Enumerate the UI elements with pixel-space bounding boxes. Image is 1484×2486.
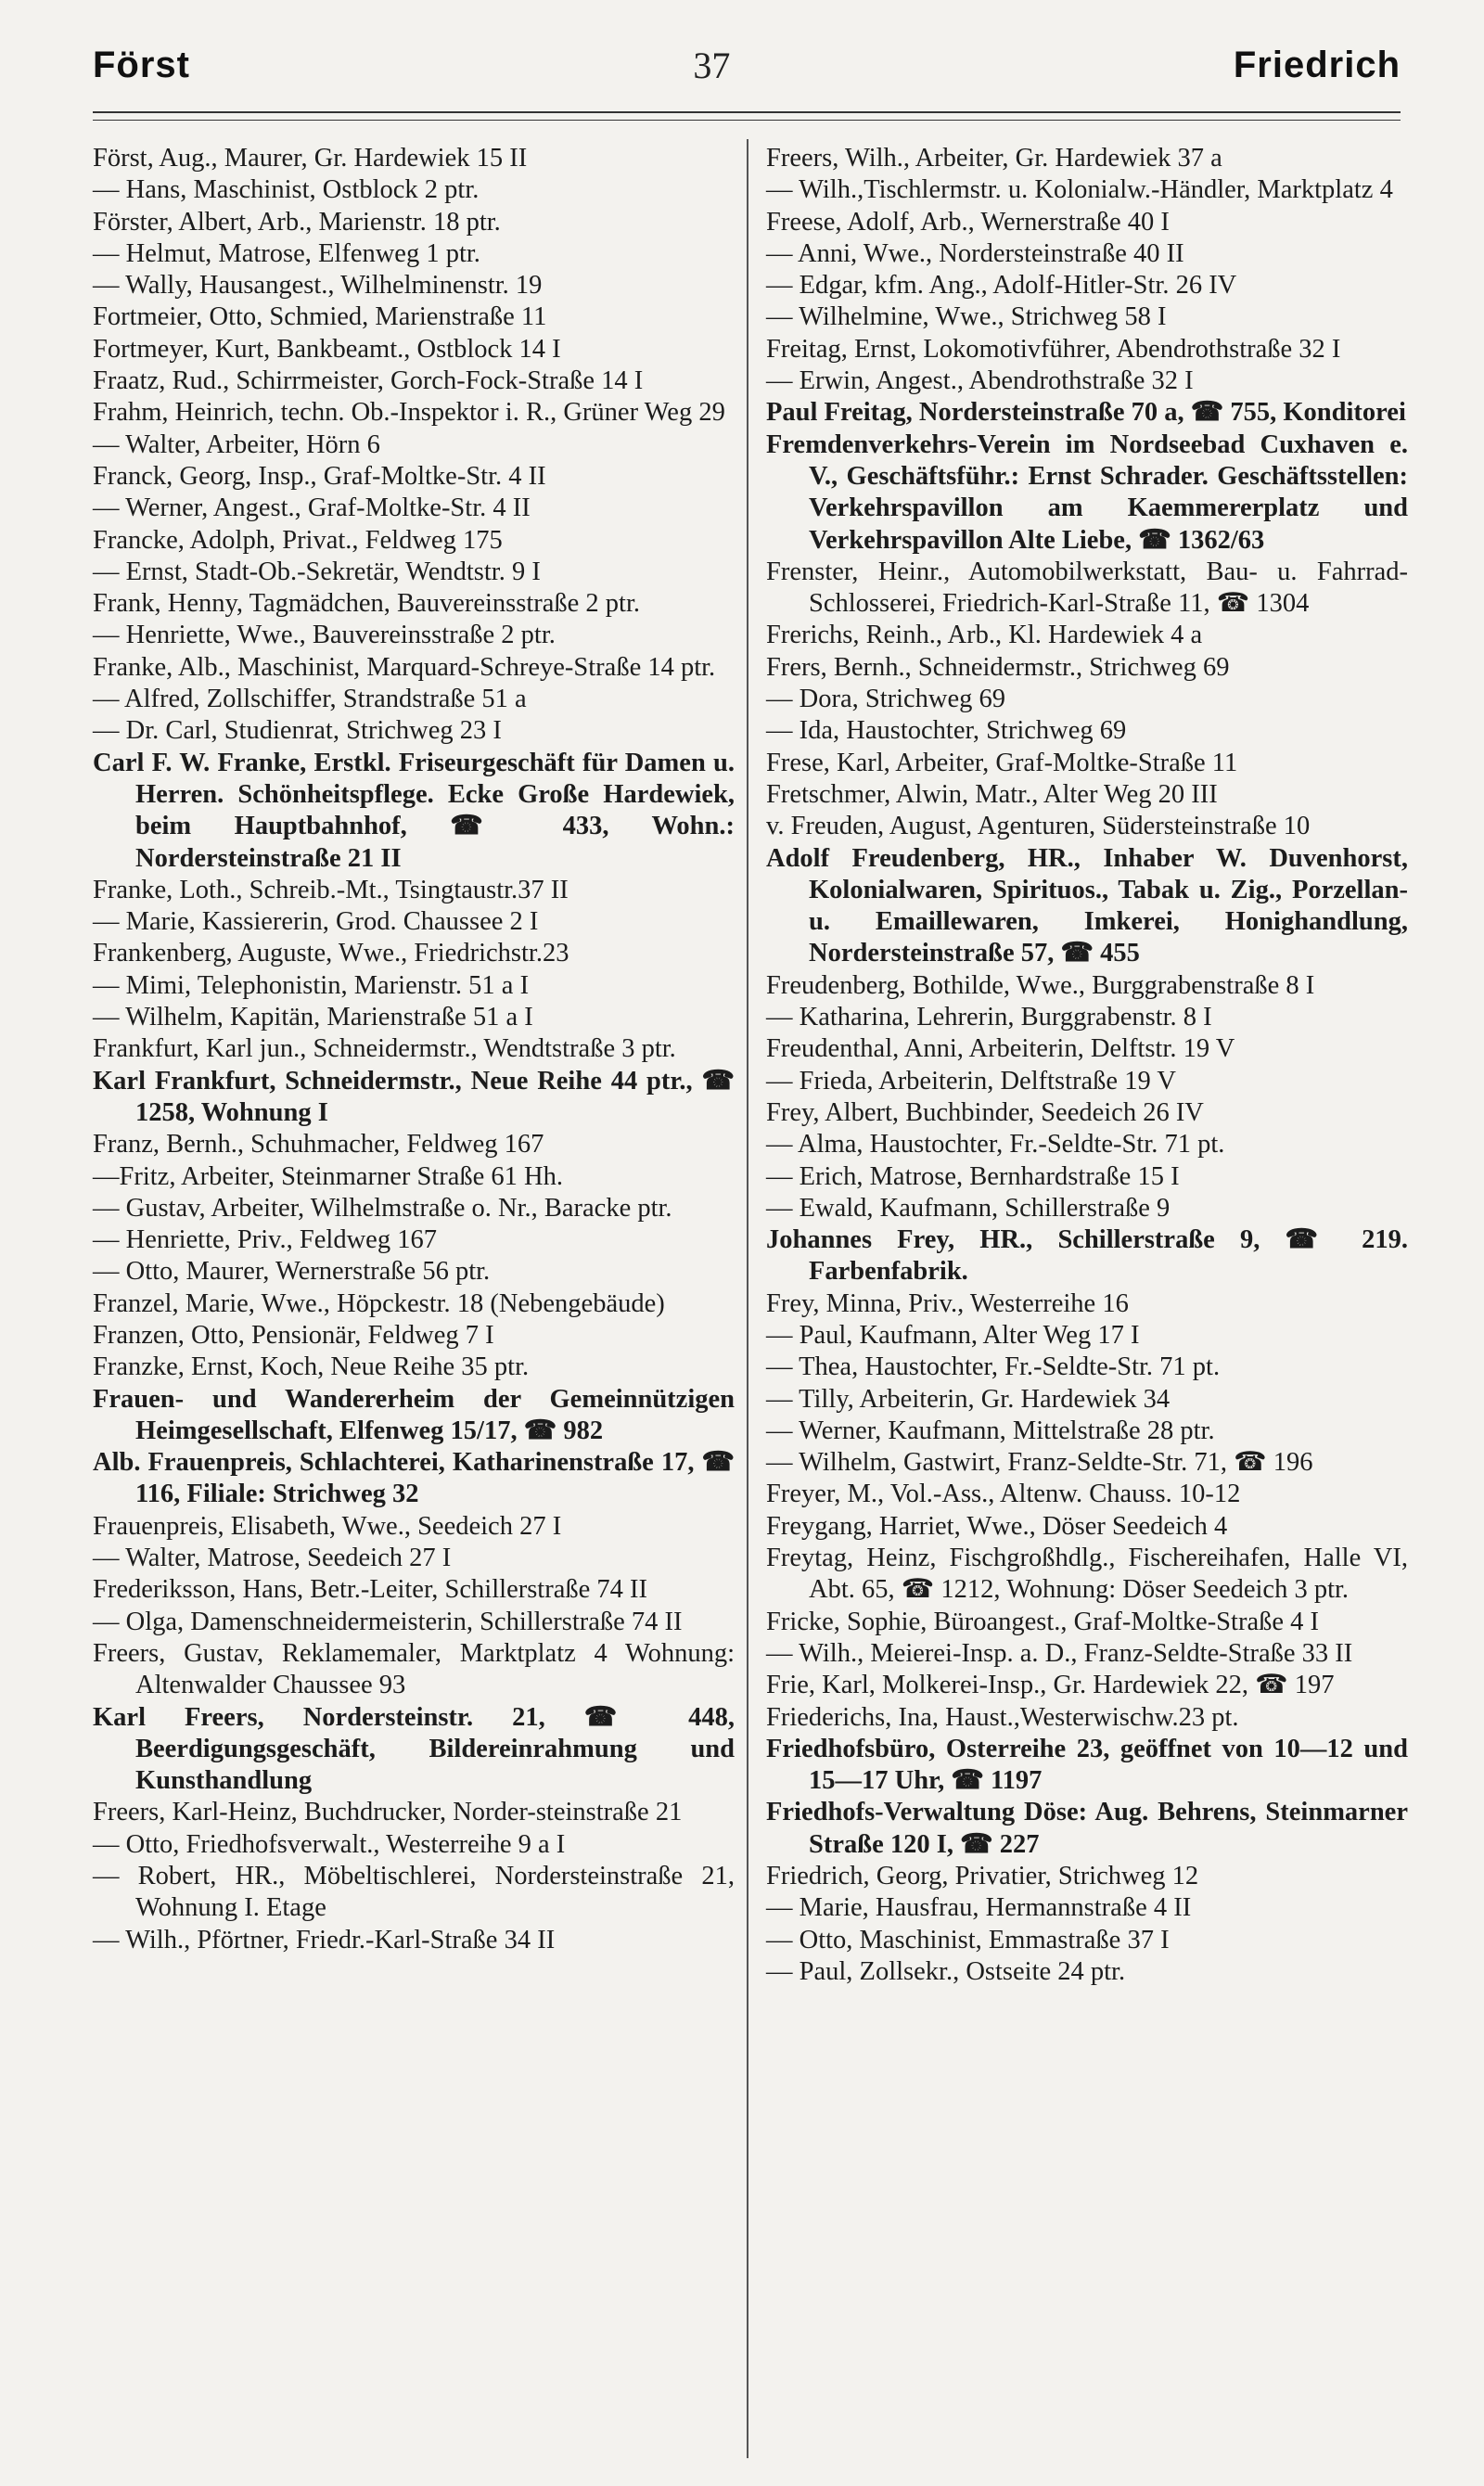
- directory-entry: — Olga, Damenschneidermeisterin, Schillerstraße 74 II: [93, 1607, 683, 1636]
- directory-entry: — Wilh.,Tischlermstr. u. Kolonialw.-Händler, Marktplatz 4: [766, 175, 1393, 205]
- directory-entry: Franz, Bernh., Schuhmacher, Feldweg 167: [93, 1130, 544, 1160]
- directory-entry: Franzel, Marie, Wwe., Höpckestr. 18 (Nebengebäude): [93, 1288, 665, 1318]
- directory-entry: Freese, Adolf, Arb., Wernerstraße 40 I: [766, 207, 1170, 237]
- directory-entry: Freers, Wilh., Arbeiter, Gr. Hardewiek 37 a: [766, 144, 1222, 173]
- directory-entry: Freytag, Heinz, Fischgroßhdlg., Fischereihafen, Halle VI, Abt. 65, ☎ 1212, Wohnung: Döser Seedeich 3 ptr.: [766, 1544, 1408, 1605]
- directory-entry: — Otto, Maurer, Wernerstraße 56 ptr.: [93, 1257, 491, 1287]
- page-header: [93, 37, 1401, 93]
- directory-entry: Francke, Adolph, Privat., Feldweg 175: [93, 525, 503, 555]
- directory-entry: Karl Freers, Nordersteinstr. 21, ☎ 448, Beerdigungsgeschäft, Bildereinrahmung und Kunsthandlung: [93, 1702, 735, 1796]
- directory-entry: Frese, Karl, Arbeiter, Graf-Moltke-Straße 11: [766, 748, 1238, 777]
- directory-entry: — Tilly, Arbeiterin, Gr. Hardewiek 34: [766, 1384, 1171, 1414]
- directory-entry: Franzen, Otto, Pensionär, Feldweg 7 I: [93, 1320, 494, 1350]
- directory-entry: Frers, Bernh., Schneidermstr., Strichweg 69: [766, 652, 1230, 682]
- directory-entry: — Frieda, Arbeiterin, Delftstraße 19 V: [766, 1066, 1176, 1096]
- directory-entry: Fraatz, Rud., Schirrmeister, Gorch-Fock-Straße 14 I: [93, 366, 644, 396]
- directory-entry: Frahm, Heinrich, techn. Ob.-Inspektor i. R., Grüner Weg 29: [93, 398, 725, 428]
- directory-entry: Adolf Freudenberg, HR., Inhaber W. Duvenhorst, Kolonialwaren, Spirituos., Tabak u. Zig., Porzellan- u. Emaillewaren, Imkerei, Honighandlung, Nordersteinstraße 57, ☎ 455: [766, 843, 1408, 968]
- directory-entry: — Helmut, Matrose, Elfenweg 1 ptr.: [93, 238, 480, 268]
- directory-entry: Franke, Alb., Maschinist, Marquard-Schreye-Straße 14 ptr.: [93, 652, 716, 682]
- directory-entry: Frauen- und Wandererheim der Gemeinnützigen Heimgesellschaft, Elfenweg 15/17, ☎ 982: [93, 1384, 735, 1445]
- header-rule-thin: [93, 120, 1401, 121]
- directory-entry: — Paul, Zollsekr., Ostseite 24 ptr.: [766, 1956, 1126, 1986]
- directory-entry: Fremdenverkehrs-Verein im Nordseebad Cuxhaven e. V., Geschäftsführ.: Ernst Schrader. Geschäftsstellen: Verkehrspavillon am Kaemmererplatz und Verkehrspavillon Alte Liebe, ☎ 1362/63: [766, 429, 1408, 555]
- directory-entry: — Wally, Hausangest., Wilhelminenstr. 19: [93, 271, 543, 301]
- directory-entry: Fortmeier, Otto, Schmied, Marienstraße 11: [93, 302, 547, 332]
- directory-entry: — Alma, Haustochter, Fr.-Seldte-Str. 71 pt.: [766, 1130, 1225, 1160]
- directory-entry: — Erwin, Angest., Abendrothstraße 32 I: [766, 366, 1194, 396]
- directory-entry: Frankfurt, Karl jun., Schneidermstr., Wendtstraße 3 ptr.: [93, 1034, 676, 1064]
- directory-entry: — Wilhelm, Kapitän, Marienstraße 51 a I: [93, 1003, 533, 1032]
- directory-entry: Fricke, Sophie, Büroangest., Graf-Moltke-Straße 4 I: [766, 1607, 1319, 1636]
- directory-entry: Karl Frankfurt, Schneidermstr., Neue Reihe 44 ptr., ☎ 1258, Wohnung I: [93, 1066, 735, 1127]
- directory-entry: Friedhofs-Verwaltung Döse: Aug. Behrens, Steinmarner Straße 120 I, ☎ 227: [766, 1798, 1408, 1859]
- page-number: 37: [693, 44, 731, 86]
- directory-entry: Först, Aug., Maurer, Gr. Hardewiek 15 II: [93, 144, 528, 173]
- directory-entry: Freers, Karl-Heinz, Buchdrucker, Norder-steinstraße 21: [93, 1798, 683, 1827]
- directory-entry: — Edgar, kfm. Ang., Adolf-Hitler-Str. 26 IV: [766, 271, 1237, 301]
- directory-entry: Freers, Gustav, Reklamemaler, Marktplatz 4 Wohnung: Altenwalder Chaussee 93: [93, 1638, 735, 1700]
- directory-entry: Carl F. W. Franke, Erstkl. Friseurgeschäft für Damen u. Herren. Schönheitspflege. Ecke Große Hardewiek, beim Hauptbahnhof, ☎ 433, Wohn.: Nordersteinstraße 21 II: [93, 748, 735, 873]
- directory-entry: — Thea, Haustochter, Fr.-Seldte-Str. 71 pt.: [766, 1352, 1221, 1382]
- directory-entry: — Henriette, Wwe., Bauvereinsstraße 2 ptr.: [93, 621, 556, 650]
- directory-entry: Paul Freitag, Nordersteinstraße 70 a, ☎ 755, Konditorei: [766, 398, 1406, 428]
- right-column: [766, 143, 1408, 1988]
- directory-entry: — Wilh., Pförtner, Friedr.-Karl-Straße 34 II: [93, 1925, 556, 1954]
- directory-entry: Frenster, Heinr., Automobilwerkstatt, Bau- u. Fahrrad-Schlosserei, Friedrich-Karl-Straße 11, ☎ 1304: [766, 557, 1408, 619]
- directory-entry: Frey, Albert, Buchbinder, Seedeich 26 IV: [766, 1097, 1204, 1127]
- directory-entry: — Otto, Friedhofsverwalt., Westerreihe 9 a I: [93, 1829, 566, 1859]
- directory-entry: Franck, Georg, Insp., Graf-Moltke-Str. 4 II: [93, 461, 546, 491]
- directory-entry: — Ida, Haustochter, Strichweg 69: [766, 716, 1127, 746]
- directory-entry: — Wilhelm, Gastwirt, Franz-Seldte-Str. 71, ☎ 196: [766, 1448, 1313, 1478]
- directory-entry: Freudenberg, Bothilde, Wwe., Burggrabenstraße 8 I: [766, 970, 1315, 1000]
- left-column: [93, 143, 735, 1956]
- directory-entry: Friedhofsbüro, Osterreihe 23, geöffnet von 10—12 und 15—17 Uhr, ☎ 1197: [766, 1734, 1408, 1796]
- directory-entry: — Wilhelmine, Wwe., Strichweg 58 I: [766, 302, 1167, 332]
- directory-entry: Freygang, Harriet, Wwe., Döser Seedeich 4: [766, 1511, 1228, 1541]
- directory-entry: Fretschmer, Alwin, Matr., Alter Weg 20 III: [766, 779, 1218, 809]
- directory-entry: Johannes Frey, HR., Schillerstraße 9, ☎ 219. Farbenfabrik.: [766, 1225, 1408, 1287]
- directory-entry: Frerichs, Reinh., Arb., Kl. Hardewiek 4 a: [766, 621, 1203, 650]
- directory-entry: — Werner, Kaufmann, Mittelstraße 28 ptr.: [766, 1416, 1215, 1445]
- directory-entry: — Wilh., Meierei-Insp. a. D., Franz-Seldte-Straße 33 II: [766, 1638, 1353, 1668]
- directory-entry: Friederichs, Ina, Haust.,Westerwischw.23 pt.: [766, 1702, 1239, 1732]
- directory-entry: Frauenpreis, Elisabeth, Wwe., Seedeich 27 I: [93, 1511, 562, 1541]
- directory-entry: — Henriette, Priv., Feldweg 167: [93, 1225, 437, 1255]
- header-left-keyword: Först: [93, 44, 190, 85]
- directory-entry: Frey, Minna, Priv., Westerreihe 16: [766, 1288, 1129, 1318]
- directory-entry: — Otto, Maschinist, Emmastraße 37 I: [766, 1925, 1170, 1954]
- directory-entry: — Hans, Maschinist, Ostblock 2 ptr.: [93, 175, 480, 205]
- directory-entry: Fortmeyer, Kurt, Bankbeamt., Ostblock 14 I: [93, 334, 561, 364]
- directory-entry: Alb. Frauenpreis, Schlachterei, Katharinenstraße 17, ☎ 116, Filiale: Strichweg 32: [93, 1448, 735, 1509]
- directory-entry: — Dora, Strichweg 69: [766, 685, 1006, 714]
- directory-entry: — Anni, Wwe., Nordersteinstraße 40 II: [766, 238, 1184, 268]
- directory-entry: — Walter, Arbeiter, Hörn 6: [93, 429, 380, 459]
- directory-entry: Franzke, Ernst, Koch, Neue Reihe 35 ptr.: [93, 1352, 530, 1382]
- directory-entry: —Fritz, Arbeiter, Steinmarner Straße 61 Hh.: [93, 1161, 563, 1191]
- header-right-keyword: Friedrich: [1233, 44, 1401, 85]
- directory-entry: — Ernst, Stadt-Ob.-Sekretär, Wendtstr. 9 I: [93, 557, 541, 586]
- directory-entry: — Katharina, Lehrerin, Burggrabenstr. 8 I: [766, 1003, 1212, 1032]
- directory-entry: Frederiksson, Hans, Betr.-Leiter, Schillerstraße 74 II: [93, 1575, 647, 1605]
- directory-entry: v. Freuden, August, Agenturen, Südersteinstraße 10: [766, 812, 1311, 841]
- column-divider: [747, 139, 748, 2458]
- header-rule: [93, 111, 1401, 113]
- directory-entry: — Marie, Kassiererin, Grod. Chaussee 2 I: [93, 907, 539, 937]
- directory-entry: — Alfred, Zollschiffer, Strandstraße 51 a: [93, 685, 527, 714]
- directory-entry: — Paul, Kaufmann, Alter Weg 17 I: [766, 1320, 1140, 1350]
- directory-entry: Förster, Albert, Arb., Marienstr. 18 ptr.: [93, 207, 501, 237]
- directory-entry: Frankenberg, Auguste, Wwe., Friedrichstr.23: [93, 939, 569, 968]
- directory-entry: — Ewald, Kaufmann, Schillerstraße 9: [766, 1193, 1171, 1223]
- directory-entry: Frank, Henny, Tagmädchen, Bauvereinsstraße 2 ptr.: [93, 589, 641, 619]
- directory-entry: Freitag, Ernst, Lokomotivführer, Abendrothstraße 32 I: [766, 334, 1341, 364]
- directory-entry: — Marie, Hausfrau, Hermannstraße 4 II: [766, 1893, 1192, 1923]
- directory-entry: Freyer, M., Vol.-Ass., Altenw. Chauss. 10-12: [766, 1480, 1241, 1509]
- directory-entry: — Dr. Carl, Studienrat, Strichweg 23 I: [93, 716, 502, 746]
- directory-entry: Freudenthal, Anni, Arbeiterin, Delftstr. 19 V: [766, 1034, 1235, 1064]
- directory-entry: — Mimi, Telephonistin, Marienstr. 51 a I: [93, 970, 530, 1000]
- directory-entry: — Gustav, Arbeiter, Wilhelmstraße o. Nr., Baracke ptr.: [93, 1193, 672, 1223]
- directory-entry: — Werner, Angest., Graf-Moltke-Str. 4 II: [93, 493, 531, 523]
- directory-entry: — Erich, Matrose, Bernhardstraße 15 I: [766, 1161, 1180, 1191]
- directory-entry: Frie, Karl, Molkerei-Insp., Gr. Hardewiek 22, ☎ 197: [766, 1671, 1335, 1700]
- directory-entry: — Walter, Matrose, Seedeich 27 I: [93, 1544, 452, 1573]
- directory-entry: — Robert, HR., Möbeltischlerei, Nordersteinstraße 21, Wohnung I. Etage: [93, 1862, 735, 1923]
- directory-entry: Franke, Loth., Schreib.-Mt., Tsingtaustr.37 II: [93, 875, 569, 904]
- directory-entry: Friedrich, Georg, Privatier, Strichweg 12: [766, 1862, 1199, 1891]
